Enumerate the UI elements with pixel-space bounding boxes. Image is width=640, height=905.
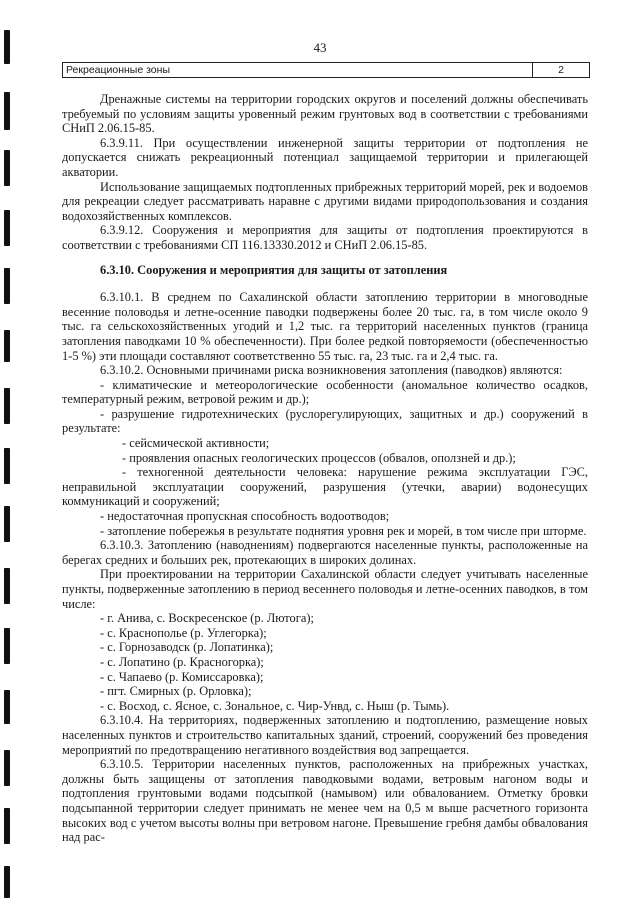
paragraph: 6.3.10.4. На территориях, подверженных затоплению и подтоплению, размещение новых населенных пунктов и строительство капитальных зданий, строений, сооружений без проведения мероприятий по предотвращению негативного воздействия вод запрещается.: [62, 713, 588, 757]
list-item: - разрушение гидротехнических (руслорегулирующих, защитных и др.) сооружений в результате:: [62, 406, 588, 436]
settlement-item: - пгт. Смирных (р. Орловка);: [100, 684, 252, 699]
section-header-table: [62, 62, 590, 78]
paragraph: 6.3.10.5. Территории населенных пунктов, расположенных на прибрежных участках, должны быть защищены от затопления паводковыми водами, ветровым нагоном воды и подтопления грунтовыми водами подсыпкой (намывом) или обвалованием. Отметку бровки подсыпанной территории следует принимать не менее чем на 0,5 м выше расчетного горизонта высоких вод с учетом высоты волны при ветровом нагоне. Превышение гребня дамбы обвалования над рас-: [62, 757, 588, 845]
section-header-label: Рекреационные зоны: [63, 63, 533, 77]
paragraph: 6.3.10.1. В среднем по Сахалинской области затоплению территории в многоводные весенние половодья и летне-осенние паводки подвержены более 20 тыс. га, в том числе около 9 тыс. га сельскохозяйственных угодий и 1,2 тыс. га территорий населенных пунктов (граница затопления паводками 10 % обеспеченности). При более редкой повторяемости (обеспеченностью 1-5 %) эти площади составляют соответственно 55 тыс. га, 23 тыс. га и 2,4 тыс. га.: [62, 290, 588, 363]
settlement-item: - с. Восход, с. Ясное, с. Зональное, с. Чир-Унвд, с. Ныш (р. Тымь).: [100, 698, 450, 713]
settlement-item: - г. Анива, с. Воскресенское (р. Лютога);: [100, 611, 314, 626]
section-header-number: 2: [558, 64, 564, 76]
paragraph: При проектировании на территории Сахалинской области следует учитывать населенные пункты, подверженные затоплению в период весеннего половодья и летне-осенних паводков, в том числе:: [62, 567, 588, 611]
scan-edge-marks: [0, 0, 14, 905]
list-item: - климатические и метеорологические особенности (аномальное количество осадков, температурный режим, ветровой режим и др.);: [62, 377, 588, 407]
paragraph: 6.3.9.11. При осуществлении инженерной защиты территории от подтопления не допускается снижать рекреационный потенциал защищаемой территории и прилегающей акватории.: [62, 135, 588, 179]
document-body: [62, 92, 588, 845]
paragraph: 6.3.9.12. Сооружения и мероприятия для защиты от подтопления проектируются в соответствии с требованиями СП 116.13330.2012 и СНиП 2.06.15-85.: [62, 223, 588, 252]
settlement-item: - с. Краснополье (р. Углегорка);: [100, 625, 267, 640]
paragraph: 6.3.10.2. Основными причинами риска возникновения затопления (паводков) являются:: [100, 363, 563, 378]
section-heading: 6.3.10. Сооружения и мероприятия для защиты от затопления: [100, 262, 448, 277]
sub-list-item: - техногенной деятельности человека: нарушение режима эксплуатации ГЭС, неправильной эксплуатации сооружений, разрушения (утечки, аварии) водонесущих коммуникаций и сооружений;: [62, 465, 588, 509]
paragraph: Дренажные системы на территории городских округов и поселений должны обеспечивать требуемый по условиям защиты уровенный режим грунтовых вод в соответствии с требованиями СНиП 2.06.15-85.: [62, 92, 588, 136]
settlement-item: - с. Чапаево (р. Комиссаровка);: [100, 669, 264, 684]
settlement-item: - с. Горнозаводск (р. Лопатинка);: [100, 640, 274, 655]
page-number: 43: [313, 40, 327, 55]
list-item: - затопление побережья в результате поднятия уровня рек и морей, в том числе при шторме.: [100, 523, 587, 538]
sub-list-item: - сейсмической активности;: [122, 436, 270, 451]
settlement-item: - с. Лопатино (р. Красногорка);: [100, 654, 264, 669]
list-item: - недостаточная пропускная способность водоотводов;: [100, 509, 390, 524]
paragraph: Использование защищаемых подтопленных прибрежных территорий морей, рек и водоемов для рекреации следует рассматривать наравне с другими видами природопользования и создания водохозяйственных комплексов.: [62, 179, 588, 223]
paragraph: 6.3.10.3. Затоплению (наводнениям) подвергаются населенные пункты, расположенные на берегах средних и больших рек, протекающих в широких долинах.: [62, 538, 588, 567]
sub-list-item: - проявления опасных геологических процессов (обвалов, оползней и др.);: [122, 450, 516, 465]
